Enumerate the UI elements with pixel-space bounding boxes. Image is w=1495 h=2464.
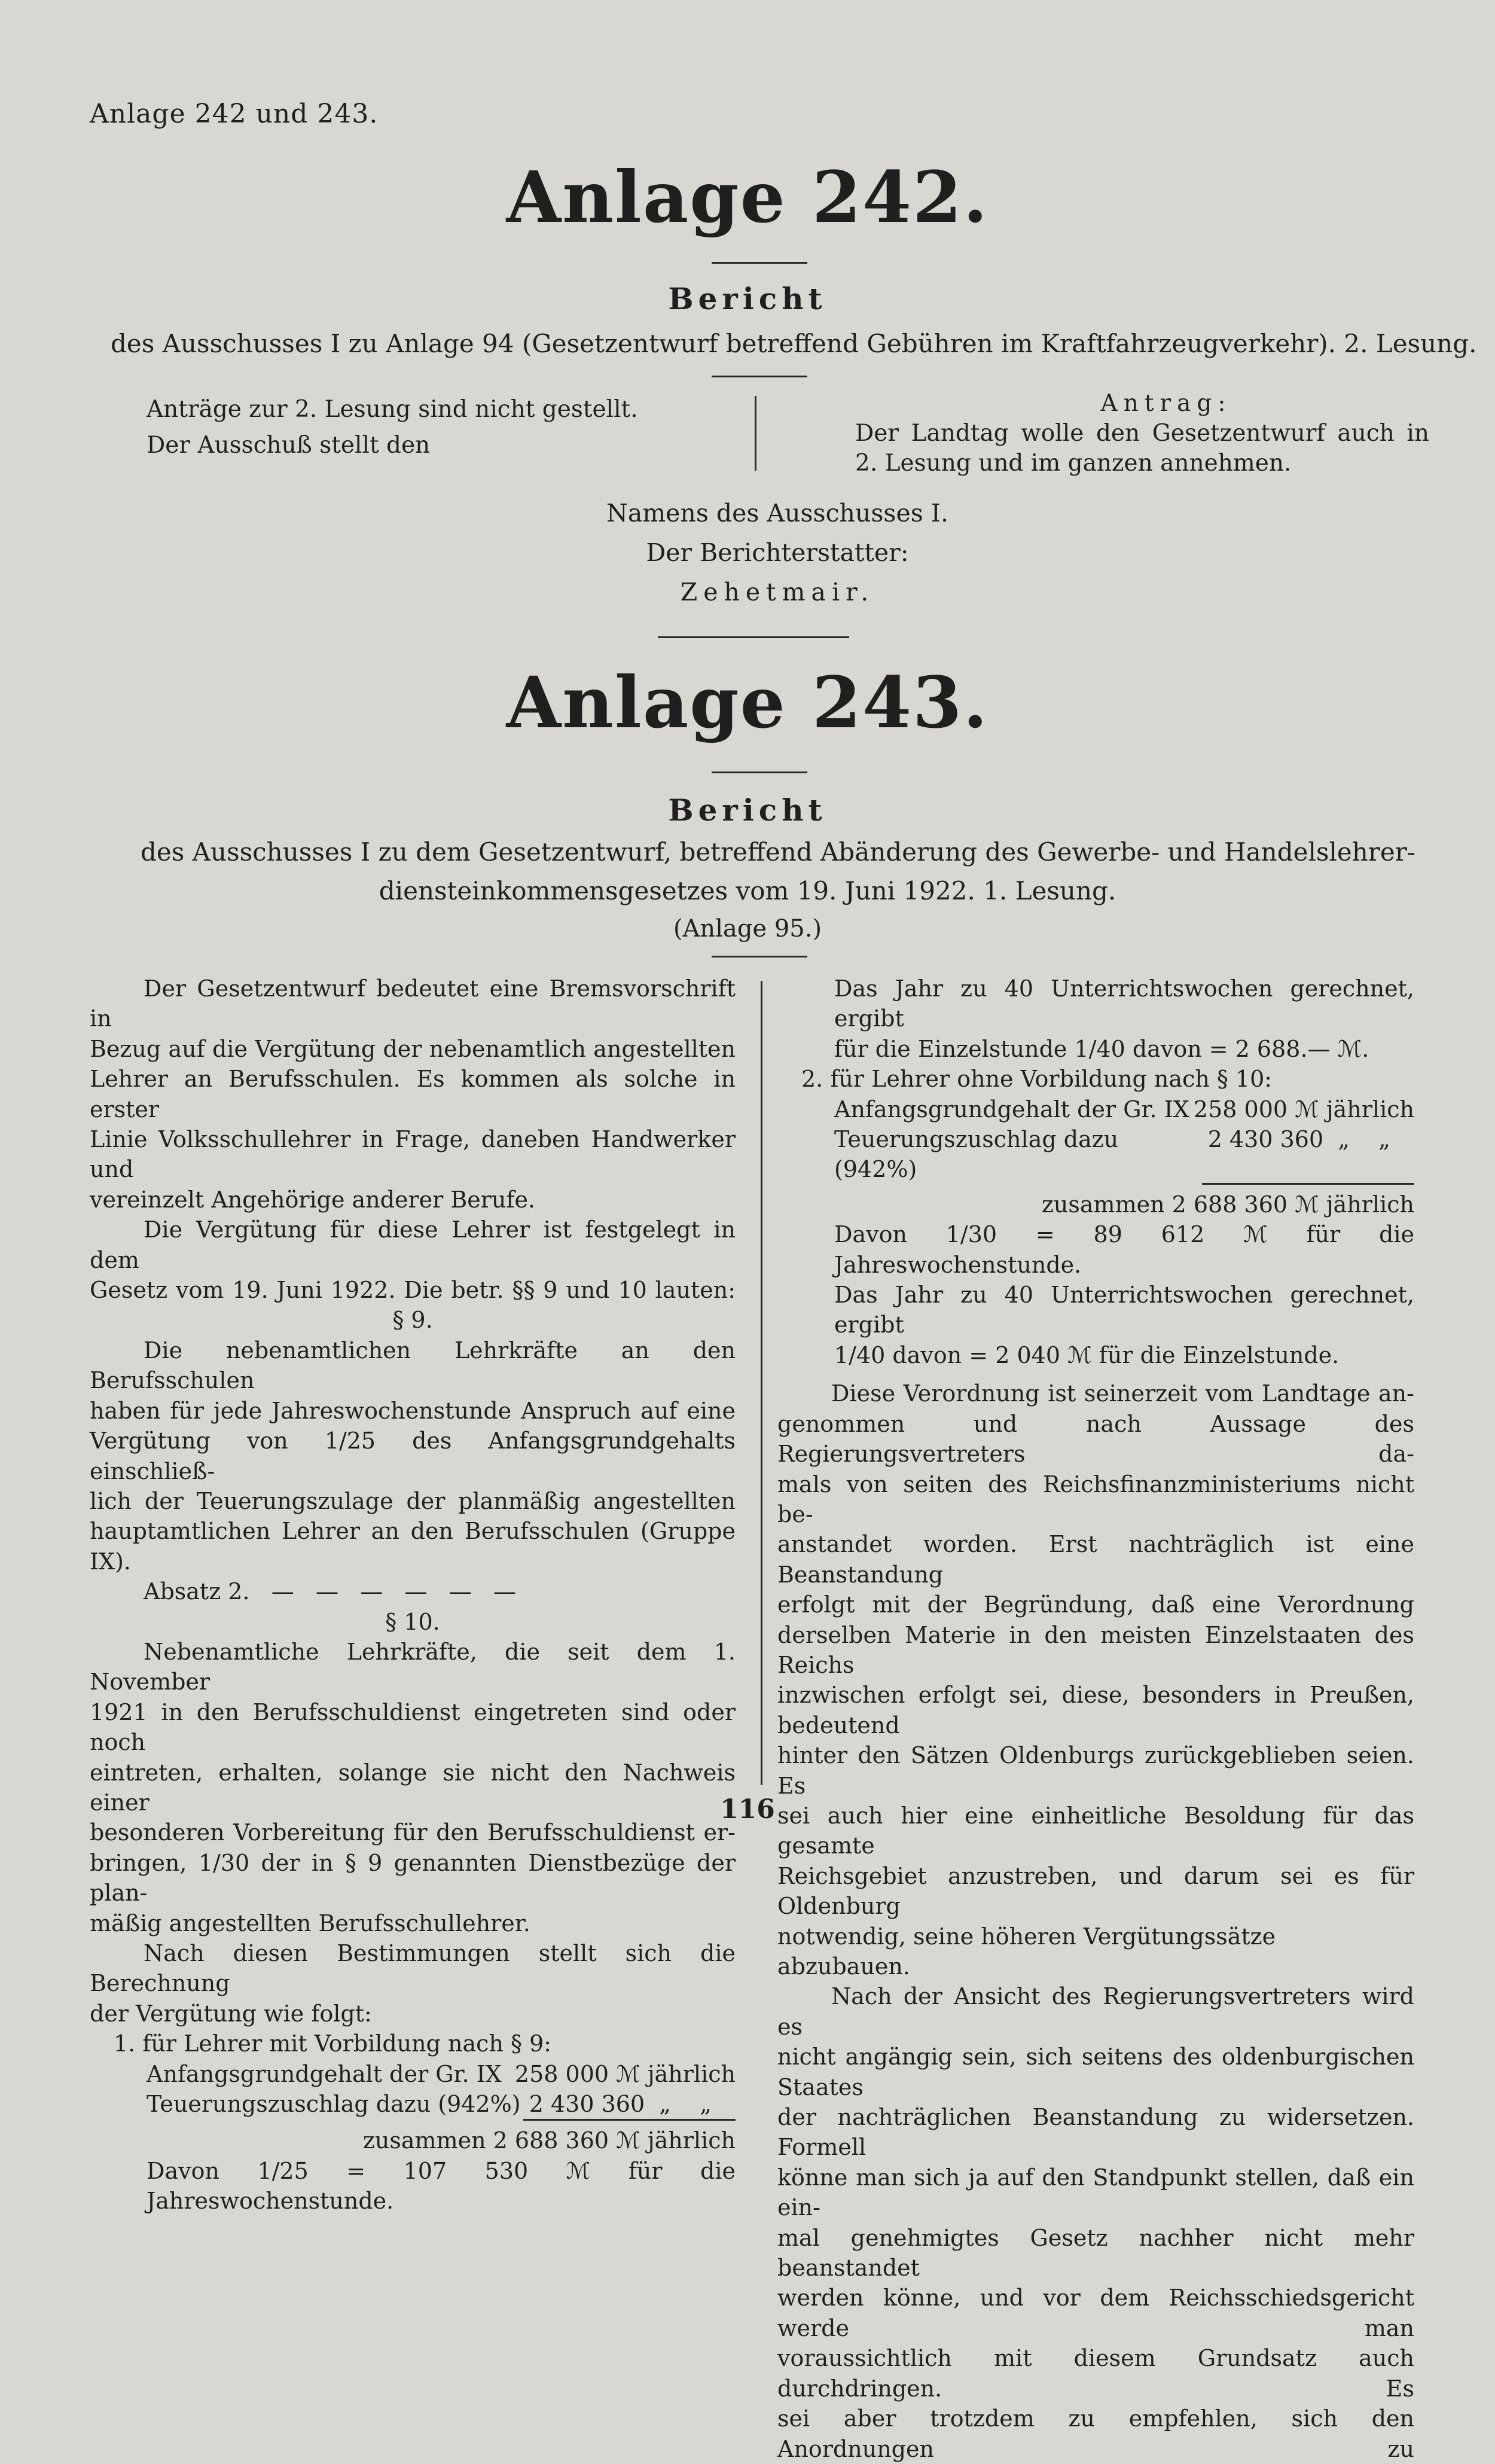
- calc-row: [90, 2059, 736, 2089]
- text-line: Das Jahr zu 40 Unterrichtswochen gerechnet, ergibt: [834, 975, 1414, 1032]
- text-line: derselben Materie in den meisten Einzelstaaten des Reichs: [777, 1621, 1414, 1678]
- text-line: Linie Volksschullehrer in Frage, daneben Handwerker und: [90, 1126, 736, 1183]
- text-line: der nachträglichen Beanstandung zu widersetzen. Formell: [777, 2104, 1414, 2161]
- left-line: Der Ausschuß stellt den: [147, 432, 431, 459]
- text-line: 1921 in den Berufsschuldienst eingetreten sind oder noch: [90, 1698, 736, 1756]
- text-line: lich der Teuerungszulage der planmäßig angestellten: [90, 1487, 736, 1514]
- antrag-line: Der Landtag wolle den Gesetzentwurf auch in: [855, 420, 1429, 447]
- text-line: haben für jede Jahreswochenstunde Anspruch auf eine: [90, 1397, 736, 1424]
- text-line: Der Gesetzentwurf bedeutet eine Bremsvorschrift in: [90, 975, 736, 1032]
- text-line: inzwischen erfolgt sei, diese, besonders in Preußen, bedeutend: [777, 1682, 1414, 1739]
- calc-row: [777, 1124, 1414, 1185]
- calc-sum: zusammen 2 688 360 ℳ jährlich: [362, 2127, 736, 2154]
- text-line: könne man sich ja auf den Standpunkt stellen, daß ein ein-: [777, 2164, 1414, 2221]
- text-line: der Vergütung wie folgt:: [90, 2000, 372, 2027]
- anlage-243-title: Anlage 243.: [506, 661, 989, 744]
- calc-value: 258 000 ℳ jährlich: [1193, 1096, 1414, 1123]
- text-line: vereinzelt Angehörige anderer Berufe.: [90, 1186, 536, 1213]
- text-line: Nach diesen Bestimmungen stellt sich die Berechnung: [90, 1940, 736, 1997]
- calc-value: 2 430 360 „ „: [523, 2089, 736, 2121]
- text-line: Bezug auf die Vergütung der nebenamtlich angestellten: [90, 1035, 736, 1062]
- anlage-242-subtitle: des Ausschusses I zu Anlage 94 (Gesetzentwurf betreffend Gebühren im Kraftfahrzeugverkehr). 2. Lesung.: [111, 329, 1477, 358]
- antrag-block: [855, 389, 1429, 478]
- text-line: Vergütung von 1/25 des Anfangsgrundgehalts einschließ-: [90, 1428, 736, 1484]
- signature-line: Der Berichterstatter:: [646, 538, 909, 567]
- absatz-line: Absatz 2. — — — — — —: [144, 1578, 516, 1605]
- section-10-heading: § 10.: [385, 1608, 440, 1635]
- column-divider: [755, 396, 756, 471]
- report-heading: Bericht: [668, 281, 827, 316]
- column-divider: [761, 981, 762, 1785]
- text-line: anstandet worden. Erst nachträglich ist eine Beanstandung: [777, 1531, 1414, 1588]
- text-line: mal genehmigtes Gesetz nachher nicht mehr beanstandet: [777, 2224, 1414, 2282]
- text-line: sei aber trotzdem zu empfehlen, sich den Anordnungen zu: [777, 2405, 1414, 2462]
- calc-item-heading: 1. für Lehrer mit Vorbildung nach § 9:: [114, 2030, 552, 2057]
- report-heading: Bericht: [668, 792, 827, 828]
- text-line: Die Vergütung für diese Lehrer ist festgelegt in dem: [90, 1216, 736, 1273]
- text-line: besonderen Vorbereitung für den Berufsschuldienst er-: [90, 1819, 736, 1846]
- calc-row: [777, 1094, 1414, 1124]
- calc-label: Teuerungszuschlag dazu (942%): [147, 2091, 521, 2118]
- anlage-243-subtitle-line: des Ausschusses I zu dem Gesetzentwurf, betreffend Abänderung des Gewerbe- und Handelslehrer-: [141, 837, 1415, 867]
- text-line: sei auch hier eine einheitliche Besoldung für das gesamte: [777, 1802, 1414, 1859]
- subtitle-rule: [712, 956, 807, 957]
- text-line: 1/40 davon = 2 040 ℳ für die Einzelstunde.: [834, 1341, 1340, 1368]
- antrag-heading: Antrag:: [1100, 390, 1232, 417]
- calc-value: 258 000 ℳ jährlich: [514, 2060, 736, 2087]
- title-rule: [712, 771, 807, 773]
- calc-value: 2 430 360 „ „: [1202, 1124, 1414, 1185]
- left-column: [90, 974, 736, 2216]
- anlage-242-left-text: [147, 392, 745, 463]
- text-line: Lehrer an Berufsschulen. Es kommen als solche in erster: [90, 1066, 736, 1123]
- calc-label: Teuerungszuschlag dazu (942%): [834, 1126, 1119, 1183]
- signature-line: Namens des Ausschusses I.: [606, 499, 949, 527]
- signature-name: Zehetmair.: [680, 578, 875, 606]
- text-line: voraussichtlich mit diesem Grundsatz auch durchdringen. Es: [777, 2345, 1414, 2402]
- text-line: Diese Verordnung ist seinerzeit vom Landtage an-: [831, 1380, 1414, 1407]
- text-line: hauptamtlichen Lehrer an den Berufsschulen (Gruppe IX).: [90, 1518, 736, 1575]
- text-line: hinter den Sätzen Oldenburgs zurückgeblieben seien. Es: [777, 1742, 1414, 1799]
- calc-result: Davon 1/30 = 89 612 ℳ für die Jahreswochenstunde.: [834, 1221, 1414, 1278]
- anlage-243-subtitle-line: diensteinkommensgesetzes vom 19. Juni 1922. 1. Lesung.: [379, 876, 1116, 905]
- text-line: bringen, 1/30 der in § 9 genannten Dienstbezüge der plan-: [90, 1849, 736, 1907]
- text-line: nicht angängig sein, sich seitens des oldenburgischen Staates: [777, 2044, 1414, 2100]
- calc-sum: zusammen 2 688 360 ℳ jährlich: [1041, 1191, 1414, 1218]
- text-line: Nebenamtliche Lehrkräfte, die seit dem 1. November: [90, 1638, 736, 1695]
- antrag-line: 2. Lesung und im ganzen annehmen.: [855, 450, 1292, 477]
- title-rule: [712, 262, 807, 264]
- left-line: Anträge zur 2. Lesung sind nicht gestellt.: [147, 396, 638, 423]
- text-line: genommen und nach Aussage des Regierungsvertreters da-: [777, 1410, 1414, 1468]
- text-line: mals von seiten des Reichsfinanzministeriums nicht be-: [777, 1471, 1414, 1527]
- text-line: mäßig angestellten Berufsschullehrer.: [90, 1910, 530, 1937]
- page-number: 116: [720, 1794, 775, 1825]
- text-line: werden könne, und vor dem Reichsschiedsgericht werde man: [777, 2285, 1414, 2341]
- text-line: für die Einzelstunde 1/40 davon = 2 688.— ℳ.: [834, 1035, 1369, 1062]
- text-line: Reichsgebiet anzustreben, und darum sei es für Oldenburg: [777, 1862, 1414, 1920]
- signature-block: [538, 493, 1017, 612]
- text-line: Die nebenamtlichen Lehrkräfte an den Berufsschulen: [90, 1337, 736, 1394]
- text-line: notwendig, seine höheren Vergütungssätze abzubauen.: [777, 1923, 1276, 1980]
- right-column: [777, 974, 1414, 2464]
- calc-item-heading: 2. für Lehrer ohne Vorbildung nach § 10:: [801, 1066, 1273, 1093]
- text-line: Nach der Ansicht des Regierungsvertreters wird es: [777, 1983, 1414, 2040]
- text-line: erfolgt mit der Begründung, daß eine Verordnung: [777, 1591, 1414, 1618]
- subtitle-rule: [712, 376, 807, 377]
- anlage-242-title: Anlage 242.: [506, 155, 989, 239]
- calc-result: Davon 1/25 = 107 530 ℳ für die Jahreswochenstunde.: [147, 2157, 736, 2215]
- text-line: Gesetz vom 19. Juni 1922. Die betr. §§ 9 und 10 lauten:: [90, 1277, 736, 1304]
- text-line: Das Jahr zu 40 Unterrichtswochen gerechnet, ergibt: [834, 1282, 1414, 1338]
- calc-label: Anfangsgrundgehalt der Gr. IX: [834, 1096, 1189, 1123]
- anlage-243-subtitle-line: (Anlage 95.): [673, 915, 822, 943]
- running-head: Anlage 242 und 243.: [90, 99, 379, 129]
- calc-label: Anfangsgrundgehalt der Gr. IX: [147, 2060, 502, 2087]
- text-line: eintreten, erhalten, solange sie nicht den Nachweis einer: [90, 1759, 736, 1816]
- calc-row: [90, 2089, 736, 2121]
- section-separator: [658, 636, 849, 638]
- section-9-heading: § 9.: [392, 1307, 433, 1334]
